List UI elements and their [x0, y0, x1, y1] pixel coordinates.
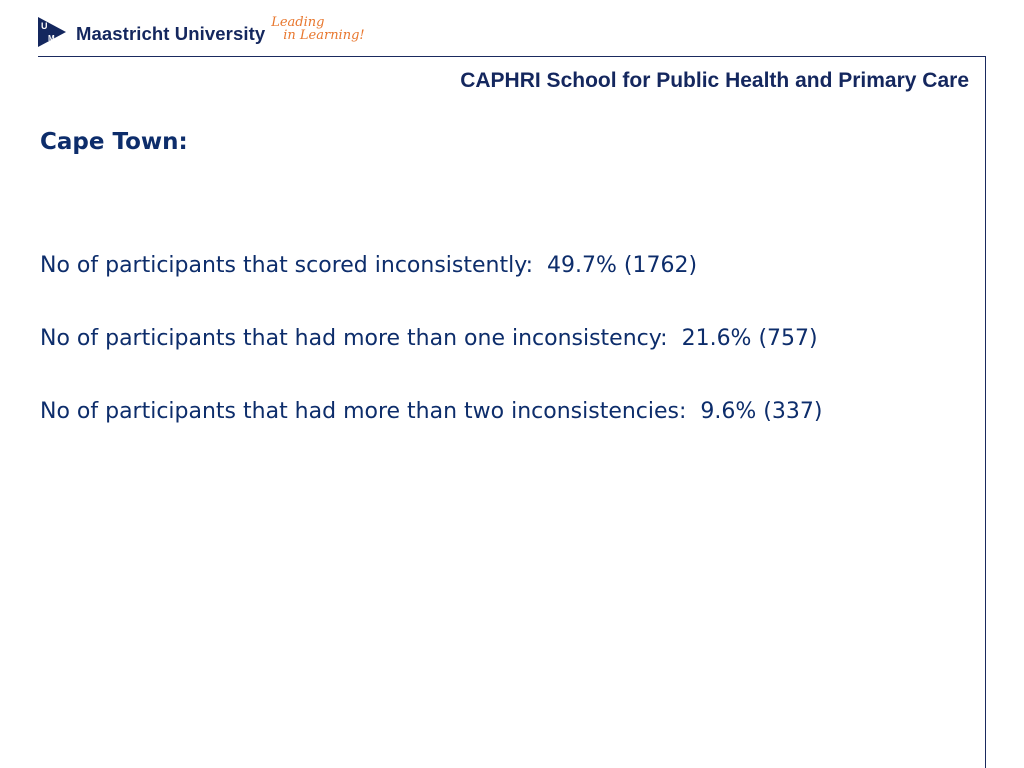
statistic-item: No of participants that had more than one inconsistency: 21.6% (757)	[40, 326, 818, 351]
university-logo	[38, 12, 365, 52]
statistics-list	[40, 251, 822, 470]
svg-text:U: U	[41, 21, 48, 31]
svg-text:M: M	[48, 34, 55, 43]
tagline-line-2: in Learning!	[283, 28, 365, 43]
school-title: CAPHRI School for Public Health and Primary Care	[460, 69, 969, 92]
university-name: Maastricht University	[76, 23, 266, 44]
statistic-item: No of participants that had more than two inconsistencies: 9.6% (337)	[40, 399, 823, 424]
right-border	[985, 56, 986, 768]
tagline-line-1: Leading	[271, 15, 325, 30]
um-logo-icon	[38, 17, 66, 47]
slide-title: Cape Town:	[40, 129, 188, 155]
statistic-item: No of participants that scored inconsistently: 49.7% (1762)	[40, 253, 698, 278]
header-divider	[38, 56, 986, 57]
tagline	[271, 16, 364, 42]
